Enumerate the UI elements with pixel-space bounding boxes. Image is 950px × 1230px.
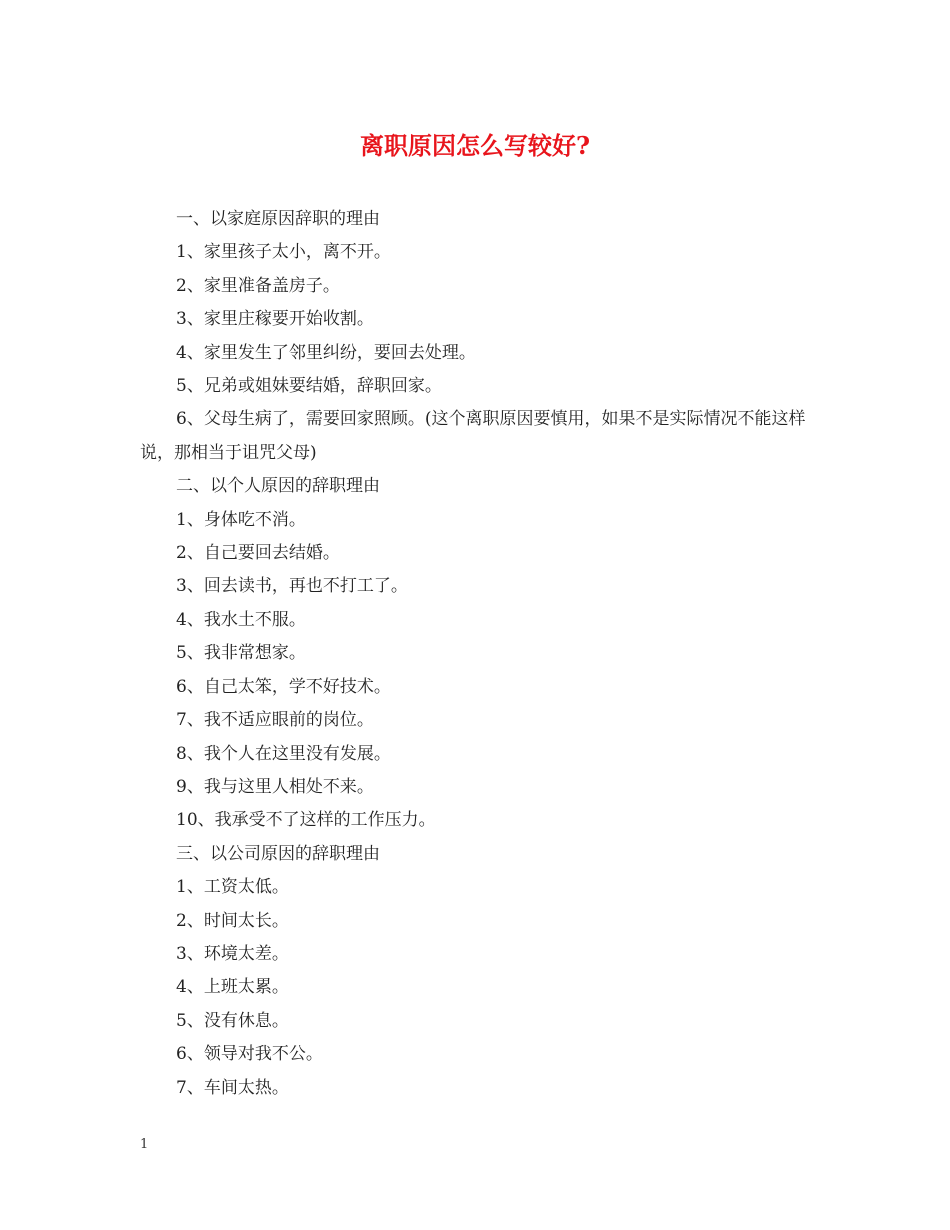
- page-title: 离职原因怎么写较好?: [359, 131, 591, 160]
- list-item: 6、领导对我不公。: [176, 1044, 323, 1065]
- section-heading-family: 一、以家庭原因辞职的理由: [176, 209, 380, 229]
- section-heading-personal: 二、以个人原因的辞职理由: [176, 476, 380, 497]
- list-item: 3、家里庄稼要开始收割。: [176, 309, 374, 330]
- list-item: 3、回去读书，再也不打工了。: [176, 576, 408, 597]
- list-item: 1、工资太低。: [176, 877, 289, 898]
- page-number: 1: [140, 1137, 149, 1152]
- list-item: 10、我承受不了这样的工作压力。: [176, 810, 436, 831]
- list-item: 1、身体吃不消。: [176, 509, 306, 530]
- list-item: 3、环境太差。: [176, 943, 289, 964]
- list-item: 5、没有休息。: [176, 1010, 289, 1031]
- list-item: 6、父母生病了，需要回家照顾。(这个离职原因要慎用，如果不是实际情况不能这样说，那相当于诅咒父母): [140, 409, 806, 463]
- list-item: 7、我不适应眼前的岗位。: [176, 710, 374, 731]
- list-item: 5、兄弟或姐妹要结婚，辞职回家。: [176, 376, 442, 397]
- list-item: 6、自己太笨，学不好技术。: [176, 676, 391, 697]
- list-item: 2、自己要回去结婚。: [176, 543, 340, 564]
- section-heading-company: 三、以公司原因的辞职理由: [176, 843, 380, 864]
- list-item: 9、我与这里人相处不来。: [176, 776, 374, 797]
- list-item: 4、我水土不服。: [176, 609, 306, 630]
- list-item: 1、家里孩子太小，离不开。: [176, 242, 391, 263]
- list-item: 5、我非常想家。: [176, 643, 306, 664]
- list-item: 8、我个人在这里没有发展。: [176, 743, 391, 764]
- list-item: 4、家里发生了邻里纠纷，要回去处理。: [176, 342, 476, 363]
- list-item: 7、车间太热。: [176, 1077, 289, 1098]
- document-body: [140, 203, 820, 1105]
- list-item: 4、上班太累。: [176, 977, 289, 998]
- list-item: 2、家里准备盖房子。: [176, 275, 340, 296]
- list-item: 2、时间太长。: [176, 910, 289, 931]
